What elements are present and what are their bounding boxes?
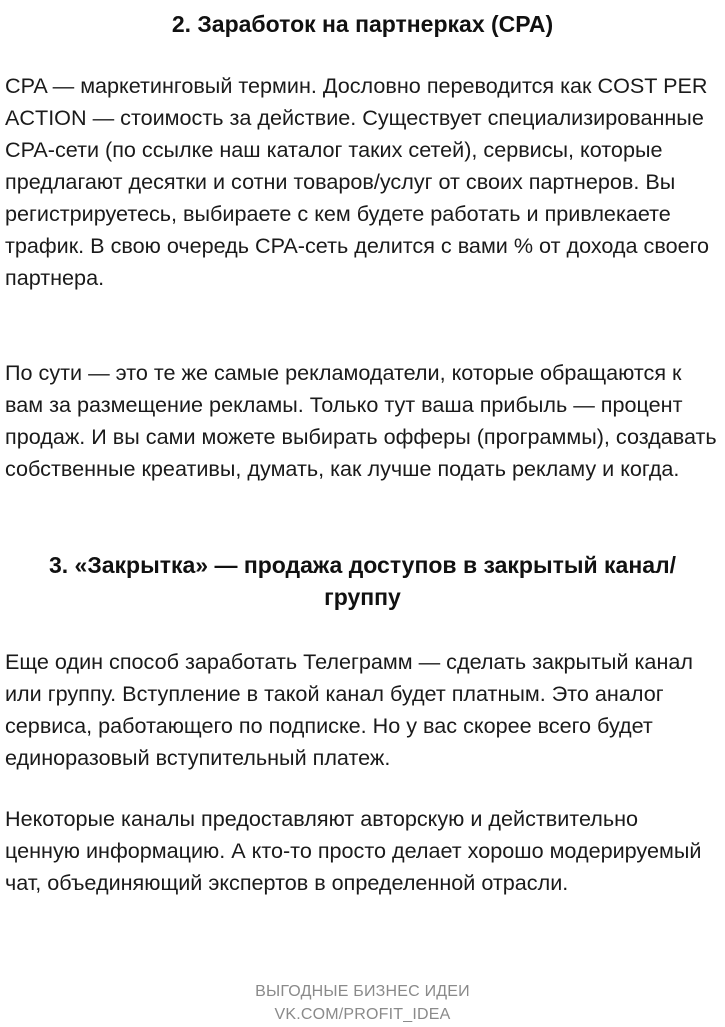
footer-link: VK.COM/PROFIT_IDEA <box>274 1006 451 1023</box>
section-3-heading: 3. «Закрытка» — продажа доступов в закрытый канал/ группу <box>48 552 677 610</box>
section-2-paragraph-2: По сути — это те же самые рекламодатели, которые обращаются к вам за размещение рекламы. Только тут ваша прибыль — процент продаж. И вы сами можете выбирать офферы (программы), создавать собственные креативы, думать, как лучше подать рекламу и когда. <box>5 360 717 481</box>
section-2-heading: 2. Заработок на партнерках (CPA) <box>171 11 554 37</box>
section-2-paragraph-1: CPA — маркетинговый термин. Дословно переводится как COST PER ACTION — стоимость за действие. Существует специализированные CPA-сети (по ссылке наш каталог таких сетей), сервисы, которые предлагают десятки и сотни товаров/услуг от своих партнеров. Вы регистрируетесь, выбираете с кем будете работать и привлекаете трафик. В свою очередь CPA-сеть делится с вами % от дохода своего партнера. <box>5 73 709 290</box>
footer-brand: ВЫГОДНЫЕ БИЗНЕС ИДЕИ <box>255 983 470 1000</box>
section-3-paragraph-1: Еще один способ заработать Телеграмм — сделать закрытый канал или группу. Вступление в такой канал будет платным. Это аналог сервиса, работающего по подписке. Но у вас скорее всего будет единоразовый вступительный платеж. <box>5 649 693 770</box>
section-3-paragraph-2: Некоторые каналы предоставляют авторскую и действительно ценную информацию. А кто-то просто делает хорошо модерируемый чат, объединяющий экспертов в определенной отрасли. <box>5 806 702 895</box>
